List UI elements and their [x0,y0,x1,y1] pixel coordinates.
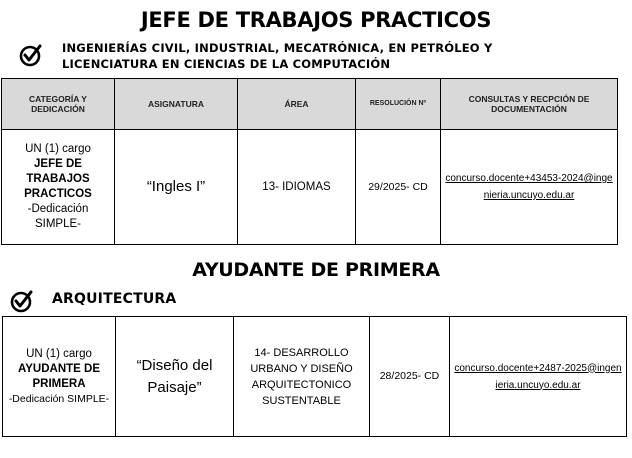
resolution-cell: 28/2025- CD [370,317,450,437]
check-circle-icon [9,288,35,314]
section2-title: AYUDANTE DE PRIMERA [192,259,440,281]
category-line1: UN (1) cargo [26,347,92,360]
check-circle-icon [18,42,44,68]
category-cell [2,130,115,245]
area-cell: 13- IDIOMAS [238,130,356,245]
subject-cell: “Diseño del Paisaje” [116,317,234,437]
contact-cell [441,130,618,245]
section2-subtitle: ARQUITECTURA [52,291,177,307]
header-contact: CONSULTAS Y RECPCIÓN DE DOCUMENTACIÓN [441,79,618,130]
category-cell [3,317,116,437]
contact-cell [450,317,627,437]
area-cell: 14- DESARROLLO URBANO Y DISEÑO ARQUITECTONICO SUSTENTABLE [234,317,370,437]
section1-table [1,78,618,245]
resolution-cell: 29/2025- CD [356,130,441,245]
section1-subtitle [62,40,493,72]
category-bold: AYUDANTE DE PRIMERA [17,362,100,390]
table-row [3,317,627,437]
category-line2: -Dedicación SIMPLE- [27,203,89,230]
section1-title: JEFE DE TRABAJOS PRACTICOS [140,8,492,32]
header-category: CATEGORÍA Y DEDICACIÓN [2,79,115,130]
section2-table [2,316,627,437]
category-bold: JEFE DE TRABAJOS PRACTICOS [24,158,92,200]
section1-subtitle-line1: INGENIERÍAS CIVIL, INDUSTRIAL, MECATRÓNICA, EN PETRÓLEO Y [62,41,493,55]
category-line1: UN (1) cargo [25,143,91,155]
header-resolution: RESOLUCIÓN Nº [356,79,441,130]
header-area: ÁREA [238,79,356,130]
section1-subtitle-line2: LICENCIATURA EN CIENCIAS DE LA COMPUTACIÓN [62,57,391,71]
subject-cell: “Ingles I” [115,130,238,245]
table-header-row [2,79,618,130]
category-line2: -Dedicación SIMPLE- [8,392,110,405]
table-row [2,130,618,245]
header-subject: ASIGNATURA [115,79,238,130]
contact-email-link[interactable]: concurso.docente+2487-2025@ingenieria.uncuyo.edu.ar [454,362,622,391]
contact-email-link[interactable]: concurso.docente+43453-2024@ingenieria.uncuyo.edu.ar [445,173,613,201]
